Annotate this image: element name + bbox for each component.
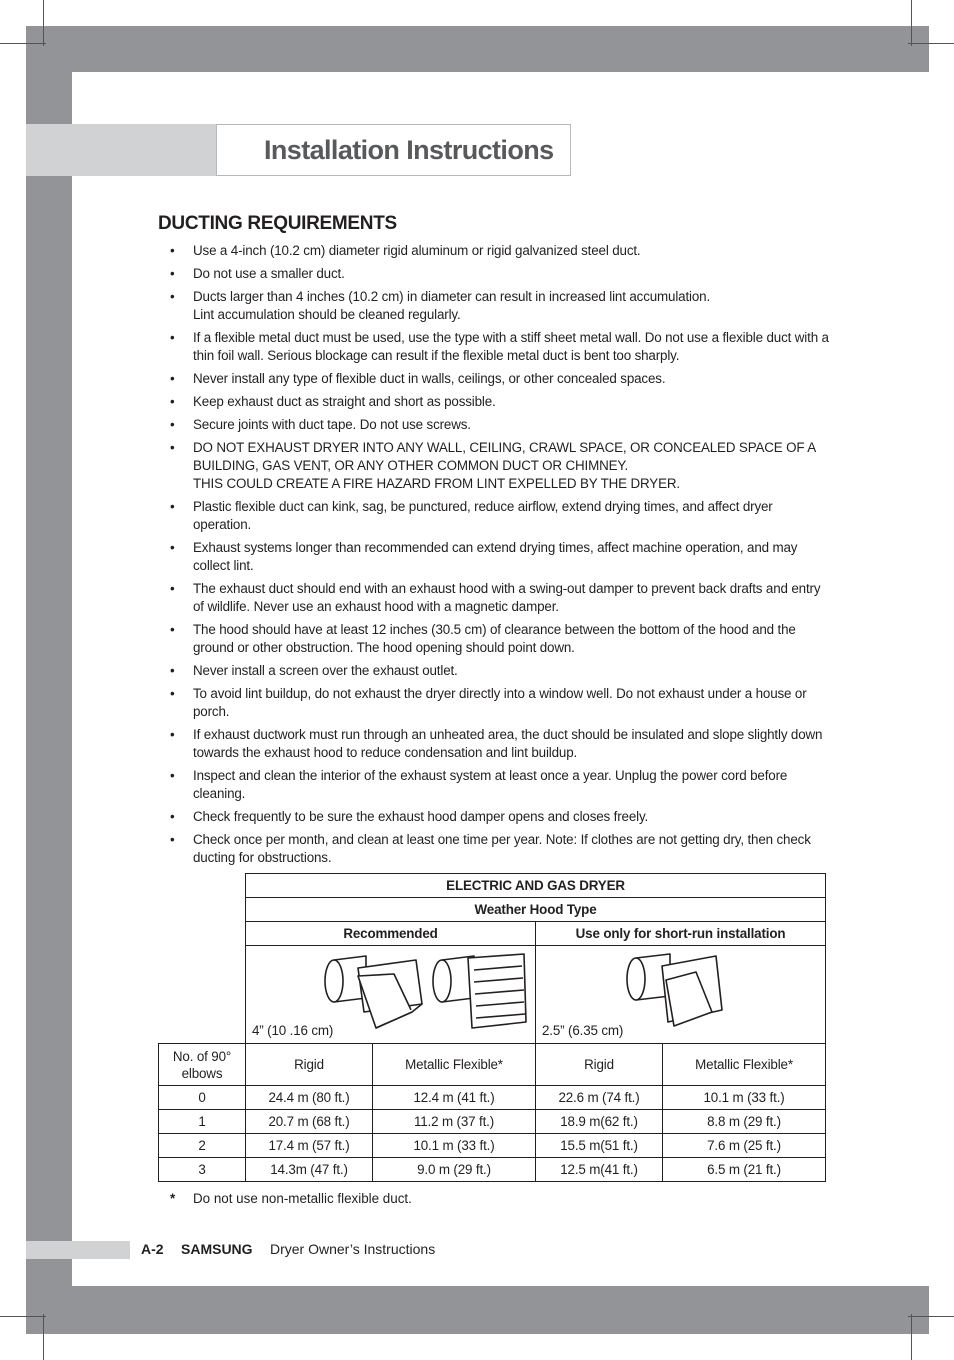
table-row <box>159 1158 826 1182</box>
bullet-icon: • <box>170 809 175 824</box>
title-band <box>26 124 216 176</box>
list-item: • Keep exhaust duct as straight and short as possible. <box>170 394 496 409</box>
bullet-icon: • <box>170 581 175 596</box>
table-row <box>159 1110 826 1134</box>
bullet-icon: • <box>170 243 175 258</box>
short-run-header: Use only for short-run installation <box>536 922 826 946</box>
table-row <box>159 1134 826 1158</box>
footnote-text: Do not use non-metallic flexible duct. <box>193 1191 412 1206</box>
recommended-header: Recommended <box>246 922 536 946</box>
footnote-marker: * <box>170 1191 176 1206</box>
list-item: • To avoid lint buildup, do not exhaust the dryer directly into a window well. Do not exhaust under a house or porch. <box>170 686 807 719</box>
table-cell: 12.5 m(41 ft.) <box>536 1158 663 1182</box>
bullet-icon: • <box>170 727 175 742</box>
table-cell: 12.4 m (41 ft.) <box>373 1086 536 1110</box>
duct-length-table <box>158 873 826 1182</box>
crop-mark <box>911 0 912 46</box>
short-run-size-label: 2.5” (6.35 cm) <box>542 1023 624 1038</box>
list-item: • Never install any type of flexible duct in walls, ceilings, or other concealed spaces. <box>170 371 666 386</box>
table-cell: 10.1 m (33 ft.) <box>373 1134 536 1158</box>
bullet-icon: • <box>170 266 175 281</box>
bullet-icon: • <box>170 371 175 386</box>
table-cell: 9.0 m (29 ft.) <box>373 1158 536 1182</box>
table-cell: 0 <box>159 1086 246 1110</box>
table-cell: 15.5 m(51 ft.) <box>536 1134 663 1158</box>
bullet-icon: • <box>170 440 175 455</box>
bullet-icon: • <box>170 768 175 783</box>
bullet-icon: • <box>170 622 175 637</box>
page-title: Installation Instructions <box>264 135 554 165</box>
bullet-icon: • <box>170 499 175 514</box>
table-cell: 8.8 m (29 ft.) <box>663 1110 826 1134</box>
column-header: Metallic Flexible* <box>373 1044 536 1086</box>
table-cell: 1 <box>159 1110 246 1134</box>
crop-mark <box>908 1316 954 1317</box>
swing-damper-hood-icon <box>325 956 422 1028</box>
table-cell: 14.3m (47 ft.) <box>246 1158 373 1182</box>
table-cell: 20.7 m (68 ft.) <box>246 1110 373 1134</box>
table-subtitle: Weather Hood Type <box>246 898 826 922</box>
list-item: • If exhaust ductwork must run through an unheated area, the duct should be insulated and slope slightly down towards the exhaust hood to reduce condensation and lint buildup. <box>170 727 823 760</box>
crop-mark <box>43 0 44 46</box>
list-item: • The exhaust duct should end with an exhaust hood with a swing-out damper to prevent back drafts and entry of wildlife. Never use an exhaust hood with a magnetic damper. <box>170 581 821 614</box>
table-cell: 2 <box>159 1134 246 1158</box>
table-cell: 7.6 m (25 ft.) <box>663 1134 826 1158</box>
table-cell: 24.4 m (80 ft.) <box>246 1086 373 1110</box>
table-row <box>159 1086 826 1110</box>
table-cell: 17.4 m (57 ft.) <box>246 1134 373 1158</box>
list-item: • Ducts larger than 4 inches (10.2 cm) in diameter can result in increased lint accumulation. Lint accumulation should be cleaned regularly. <box>170 289 711 322</box>
column-header: Rigid <box>246 1044 373 1086</box>
swing-damper-hood-icon <box>627 954 722 1026</box>
crop-mark <box>0 43 46 44</box>
louvered-hood-icon <box>433 954 526 1028</box>
table-cell: 11.2 m (37 ft.) <box>373 1110 536 1134</box>
crop-mark <box>911 1314 912 1360</box>
section-heading: DUCTING REQUIREMENTS <box>158 213 397 234</box>
page-number: A-2 <box>141 1241 164 1257</box>
bullet-icon: • <box>170 330 175 345</box>
brand-name: SAMSUNG <box>181 1241 253 1257</box>
requirements-list <box>170 242 830 872</box>
list-item: • Exhaust systems longer than recommended can extend drying times, affect machine operation, and may collect lint. <box>170 540 798 573</box>
table-cell: 10.1 m (33 ft.) <box>663 1086 826 1110</box>
bullet-icon: • <box>170 417 175 432</box>
list-item: • Plastic flexible duct can kink, sag, be punctured, reduce airflow, extend drying times, and affect dryer operation. <box>170 499 773 532</box>
table-cell: 18.9 m(62 ft.) <box>536 1110 663 1134</box>
column-header: Rigid <box>536 1044 663 1086</box>
bullet-icon: • <box>170 289 175 304</box>
column-header: No. of 90° elbows <box>159 1044 246 1086</box>
recommended-size-label: 4” (10 .16 cm) <box>252 1023 334 1038</box>
bullet-icon: • <box>170 686 175 701</box>
table-cell: 6.5 m (21 ft.) <box>663 1158 826 1182</box>
list-item: • DO NOT EXHAUST DRYER INTO ANY WALL, CEILING, CRAWL SPACE, OR CONCEALED SPACE OF A BUILDING, GAS VENT, OR ANY OTHER COMMON DUCT OR CHIMNEY. THIS COULD CREATE A FIRE HAZARD FROM LINT EXPELLED BY THE DRYER. <box>170 440 816 491</box>
column-header: Metallic Flexible* <box>663 1044 826 1086</box>
crop-mark <box>908 43 954 44</box>
list-item: • Never install a screen over the exhaust outlet. <box>170 663 458 678</box>
table-title: ELECTRIC AND GAS DRYER <box>246 874 826 898</box>
document-title: Dryer Owner’s Instructions <box>270 1241 436 1257</box>
footer-band <box>26 1241 130 1259</box>
crop-mark <box>0 1316 46 1317</box>
crop-mark <box>43 1314 44 1360</box>
list-item: • Check frequently to be sure the exhaust hood damper opens and closes freely. <box>170 809 649 824</box>
bullet-icon: • <box>170 663 175 678</box>
recommended-hood-images <box>246 946 536 1044</box>
list-item: • Inspect and clean the interior of the exhaust system at least once a year. Unplug the power cord before cleaning. <box>170 768 788 801</box>
list-item: • Do not use a smaller duct. <box>170 266 345 281</box>
list-item: • If a flexible metal duct must be used, use the type with a stiff sheet metal wall. Do not use a flexible duct with a thin foil wall. Serious blockage can result if the flexible metal duct is bent too sharply. <box>170 330 829 363</box>
bullet-icon: • <box>170 394 175 409</box>
list-item: • Use a 4-inch (10.2 cm) diameter rigid aluminum or rigid galvanized steel duct. <box>170 243 641 258</box>
list-item: • Secure joints with duct tape. Do not use screws. <box>170 417 471 432</box>
table-cell: 3 <box>159 1158 246 1182</box>
bullet-icon: • <box>170 540 175 555</box>
list-item: • Check once per month, and clean at least one time per year. Note: If clothes are not getting dry, then check ducting for obstructions. <box>170 832 811 865</box>
short-run-hood-images <box>536 946 826 1044</box>
bullet-icon: • <box>170 832 175 847</box>
table-cell: 22.6 m (74 ft.) <box>536 1086 663 1110</box>
list-item: • The hood should have at least 12 inches (30.5 cm) of clearance between the bottom of the hood and the ground or other obstruction. The hood opening should point down. <box>170 622 796 655</box>
